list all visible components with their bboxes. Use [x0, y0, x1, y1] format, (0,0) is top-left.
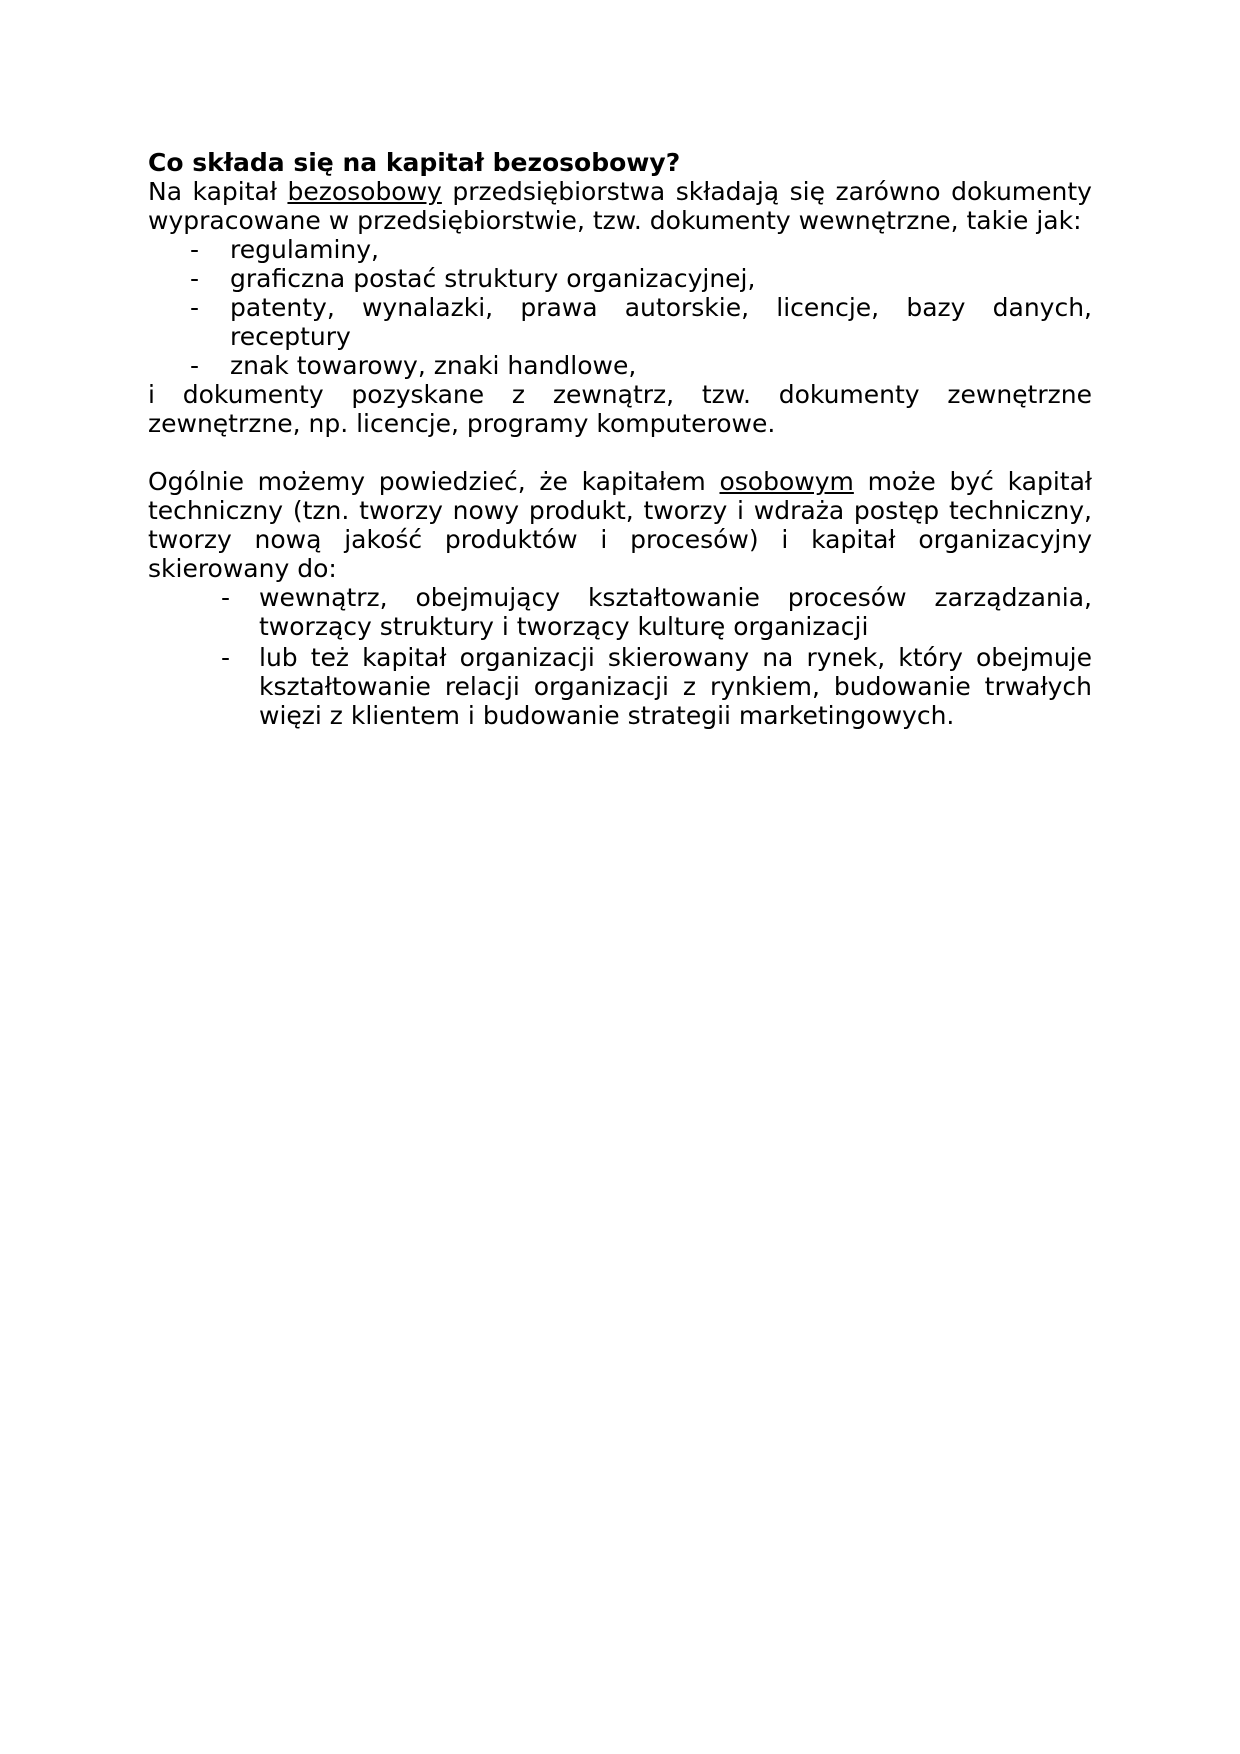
para2-text-start: Ogólnie możemy powiedzieć, że kapitałem [148, 467, 720, 496]
document-title: Co składa się na kapitał bezosobowy? [148, 148, 681, 177]
external-documents-paragraph: i dokumenty pozyskane z zewnątrz, tzw. dokumenty zewnętrzne zewnętrzne, np. licencje, programy komputerowe. [148, 380, 1092, 438]
list-item [148, 643, 1092, 730]
intro-paragraph [148, 177, 1092, 235]
list-item-text: wewnątrz, obejmujący kształtowanie procesów zarządzania, tworzący struktury i tworzący kulturę organizacji [259, 583, 1092, 641]
intro-text-start: Na kapitał [148, 177, 288, 206]
personal-capital-paragraph [148, 467, 1092, 583]
dash-bullet: - [190, 235, 200, 264]
dash-bullet: - [221, 583, 231, 612]
list-item [148, 293, 1092, 351]
internal-documents-list [148, 235, 1092, 380]
paragraph-spacer [148, 438, 1092, 467]
intro-underlined-term: bezosobowy [287, 177, 442, 206]
list-item [148, 264, 1092, 293]
intro-text-end: przedsiębiorstwa składają się zarówno dokumenty wypracowane w przedsiębiorstwie, tzw. dokumenty wewnętrzne, takie jak: [148, 177, 1092, 235]
para2-underlined-term: osobowym [719, 467, 854, 496]
document-page [148, 148, 1092, 732]
dash-bullet: - [221, 643, 231, 672]
list-item-text: znak towarowy, znaki handlowe, [230, 351, 637, 380]
dash-bullet: - [190, 351, 200, 380]
list-item-text: lub też kapitał organizacji skierowany na rynek, który obejmuje kształtowanie relacji organizacji z rynkiem, budowanie trwałych więzi z klientem i budowanie strategii marketingowych. [259, 643, 1092, 730]
list-item-text: graficzna postać struktury organizacyjnej, [230, 264, 756, 293]
list-item [148, 351, 1092, 380]
para2-text-end: może być kapitał techniczny (tzn. tworzy nowy produkt, tworzy i wdraża postęp techniczny, tworzy nową jakość produktów i procesów) i kapitał organizacyjny skierowany do: [148, 467, 1092, 583]
dash-bullet: - [190, 293, 200, 322]
list-item [148, 583, 1092, 641]
organizational-capital-list [148, 583, 1092, 730]
dash-bullet: - [190, 264, 200, 293]
list-item-text: regulaminy, [230, 235, 379, 264]
list-item-text: patenty, wynalazki, prawa autorskie, licencje, bazy danych, receptury [230, 293, 1092, 351]
list-item [148, 235, 1092, 264]
